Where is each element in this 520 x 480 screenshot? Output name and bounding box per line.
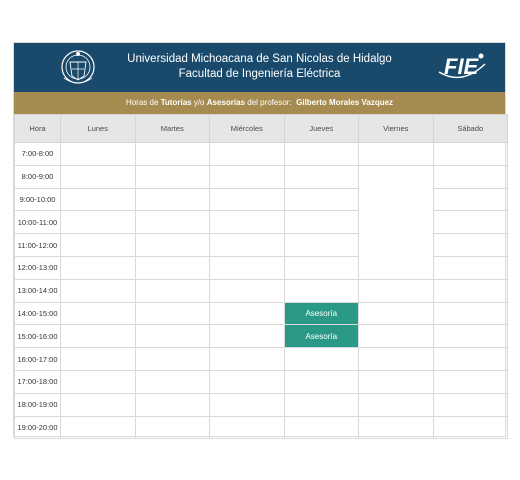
schedule-cell[interactable] bbox=[135, 370, 210, 393]
schedule-cell[interactable] bbox=[61, 348, 136, 371]
schedule-cell[interactable] bbox=[135, 188, 210, 211]
schedule-cell[interactable] bbox=[359, 325, 434, 348]
schedule-cell[interactable] bbox=[433, 234, 508, 257]
hour-cell: 7:00-8:00 bbox=[15, 143, 61, 166]
hour-cell: 18:00-19:00 bbox=[15, 393, 61, 416]
column-header: Sábado bbox=[433, 115, 508, 143]
hour-cell: 12:00-13:00 bbox=[15, 256, 61, 279]
faculty-name: Facultad de Ingeniería Eléctrica bbox=[178, 68, 341, 80]
schedule-cell[interactable] bbox=[359, 370, 434, 393]
schedule-cell[interactable] bbox=[433, 279, 508, 302]
schedule-cell[interactable] bbox=[135, 416, 210, 439]
column-header: Hora bbox=[15, 115, 61, 143]
schedule-cell[interactable] bbox=[284, 416, 359, 439]
table-header-row bbox=[15, 115, 508, 143]
schedule-cell[interactable] bbox=[61, 370, 136, 393]
schedule-cell[interactable] bbox=[433, 416, 508, 439]
university-name: Universidad Michoacana de San Nicolas de Hidalgo bbox=[127, 53, 392, 65]
table-row bbox=[15, 325, 508, 348]
table-row bbox=[15, 279, 508, 302]
schedule-cell[interactable] bbox=[284, 211, 359, 234]
hour-cell: 17:00-18:00 bbox=[15, 370, 61, 393]
banner-middle: y/o bbox=[191, 98, 207, 107]
schedule-cell[interactable] bbox=[210, 211, 285, 234]
table-row bbox=[15, 256, 508, 279]
table-row bbox=[15, 416, 508, 439]
schedule-cell[interactable] bbox=[61, 279, 136, 302]
schedule-cell[interactable] bbox=[210, 279, 285, 302]
hour-cell: 10:00-11:00 bbox=[15, 211, 61, 234]
banner-prefix: Horas de bbox=[125, 98, 161, 107]
fie-logo-icon bbox=[437, 50, 487, 84]
schedule-cell[interactable] bbox=[284, 234, 359, 257]
schedule-cell[interactable] bbox=[284, 143, 359, 166]
banner-asesorias: Asesorías bbox=[206, 98, 245, 107]
schedule-cell[interactable] bbox=[433, 325, 508, 348]
schedule-cell[interactable] bbox=[433, 302, 508, 325]
schedule-cell[interactable] bbox=[359, 256, 434, 279]
header-banner bbox=[14, 43, 505, 92]
schedule-cell[interactable] bbox=[284, 348, 359, 371]
schedule-cell[interactable] bbox=[210, 188, 285, 211]
schedule-cell[interactable] bbox=[284, 370, 359, 393]
schedule-cell[interactable] bbox=[433, 348, 508, 371]
banner-suffix: del profesor: bbox=[244, 98, 292, 107]
schedule-cell[interactable] bbox=[284, 393, 359, 416]
hour-cell: 13:00-14:00 bbox=[15, 279, 61, 302]
schedule-cell[interactable] bbox=[284, 165, 359, 188]
fie-logo-text: FIE bbox=[444, 54, 479, 79]
schedule-cell[interactable] bbox=[359, 211, 434, 234]
schedule-cell[interactable] bbox=[210, 416, 285, 439]
schedule-cell[interactable] bbox=[61, 143, 136, 166]
schedule-cell[interactable] bbox=[210, 348, 285, 371]
appointment-cell[interactable]: Asesoría bbox=[284, 302, 359, 325]
schedule-cell[interactable] bbox=[359, 348, 434, 371]
schedule-cell[interactable] bbox=[61, 165, 136, 188]
schedule-cell[interactable] bbox=[61, 211, 136, 234]
schedule-cell[interactable] bbox=[61, 188, 136, 211]
column-header: Martes bbox=[135, 115, 210, 143]
schedule-cell[interactable] bbox=[135, 279, 210, 302]
table-row bbox=[15, 143, 508, 166]
schedule-cell[interactable] bbox=[210, 302, 285, 325]
schedule-cell[interactable] bbox=[135, 143, 210, 166]
banner-tutorias: Tutorías bbox=[160, 98, 192, 107]
hour-cell: 9:00-10:00 bbox=[15, 188, 61, 211]
schedule-cell[interactable] bbox=[61, 416, 136, 439]
schedule-cell[interactable] bbox=[433, 143, 508, 166]
table-row bbox=[15, 370, 508, 393]
column-header: Lunes bbox=[61, 115, 136, 143]
hour-cell: 14:00-15:00 bbox=[15, 302, 61, 325]
column-header: Jueves bbox=[284, 115, 359, 143]
table-row bbox=[15, 393, 508, 416]
schedule-cell[interactable] bbox=[433, 393, 508, 416]
schedule-cell[interactable] bbox=[433, 165, 508, 188]
schedule-cell[interactable] bbox=[61, 256, 136, 279]
schedule-cell[interactable] bbox=[135, 348, 210, 371]
hour-cell: 16:00-17:00 bbox=[15, 348, 61, 371]
schedule-cell[interactable] bbox=[135, 302, 210, 325]
schedule-cell[interactable] bbox=[433, 211, 508, 234]
schedule-cell[interactable] bbox=[284, 188, 359, 211]
table-body bbox=[15, 143, 508, 439]
hour-cell: 19:00-20:00 bbox=[15, 416, 61, 439]
schedule-cell[interactable] bbox=[135, 393, 210, 416]
table-row bbox=[15, 348, 508, 371]
schedule-cell[interactable] bbox=[210, 325, 285, 348]
schedule-cell[interactable] bbox=[135, 211, 210, 234]
schedule-cell[interactable] bbox=[359, 279, 434, 302]
schedule-table bbox=[14, 114, 508, 439]
hour-cell: 8:00-9:00 bbox=[15, 165, 61, 188]
schedule-cell[interactable] bbox=[433, 256, 508, 279]
schedule-cell[interactable] bbox=[359, 302, 434, 325]
schedule-cell[interactable] bbox=[135, 325, 210, 348]
schedule-cell[interactable] bbox=[359, 416, 434, 439]
schedule-cell[interactable] bbox=[210, 370, 285, 393]
column-header: Miércoles bbox=[210, 115, 285, 143]
schedule-cell[interactable] bbox=[210, 256, 285, 279]
schedule-cell[interactable] bbox=[284, 256, 359, 279]
schedule-cell[interactable] bbox=[61, 234, 136, 257]
schedule-cell[interactable] bbox=[210, 143, 285, 166]
schedule-cell[interactable] bbox=[135, 256, 210, 279]
appointment-cell[interactable]: Asesoría bbox=[284, 325, 359, 348]
table-row bbox=[15, 302, 508, 325]
schedule-cell[interactable] bbox=[284, 279, 359, 302]
schedule-cell[interactable] bbox=[61, 325, 136, 348]
schedule-cell[interactable] bbox=[135, 234, 210, 257]
schedule-card bbox=[13, 42, 506, 437]
schedule-cell[interactable] bbox=[61, 302, 136, 325]
professor-banner bbox=[14, 92, 505, 114]
schedule-cell[interactable] bbox=[359, 165, 434, 188]
schedule-cell[interactable] bbox=[210, 234, 285, 257]
table-row bbox=[15, 211, 508, 234]
header-titles bbox=[14, 52, 505, 82]
schedule-cell[interactable] bbox=[433, 188, 508, 211]
schedule-cell[interactable] bbox=[433, 370, 508, 393]
hour-cell: 15:00-16:00 bbox=[15, 325, 61, 348]
schedule-cell[interactable] bbox=[359, 143, 434, 166]
schedule-cell[interactable] bbox=[210, 165, 285, 188]
schedule-cell[interactable] bbox=[61, 393, 136, 416]
table-row bbox=[15, 165, 508, 188]
schedule-cell[interactable] bbox=[359, 188, 434, 211]
schedule-cell[interactable] bbox=[210, 393, 285, 416]
schedule-cell[interactable] bbox=[135, 165, 210, 188]
table-row bbox=[15, 188, 508, 211]
schedule-cell[interactable] bbox=[359, 393, 434, 416]
table-row bbox=[15, 234, 508, 257]
hour-cell: 11:00-12:00 bbox=[15, 234, 61, 257]
schedule-cell[interactable] bbox=[359, 234, 434, 257]
column-header: Viernes bbox=[359, 115, 434, 143]
professor-name: Gilberto Morales Vazquez bbox=[296, 98, 394, 107]
